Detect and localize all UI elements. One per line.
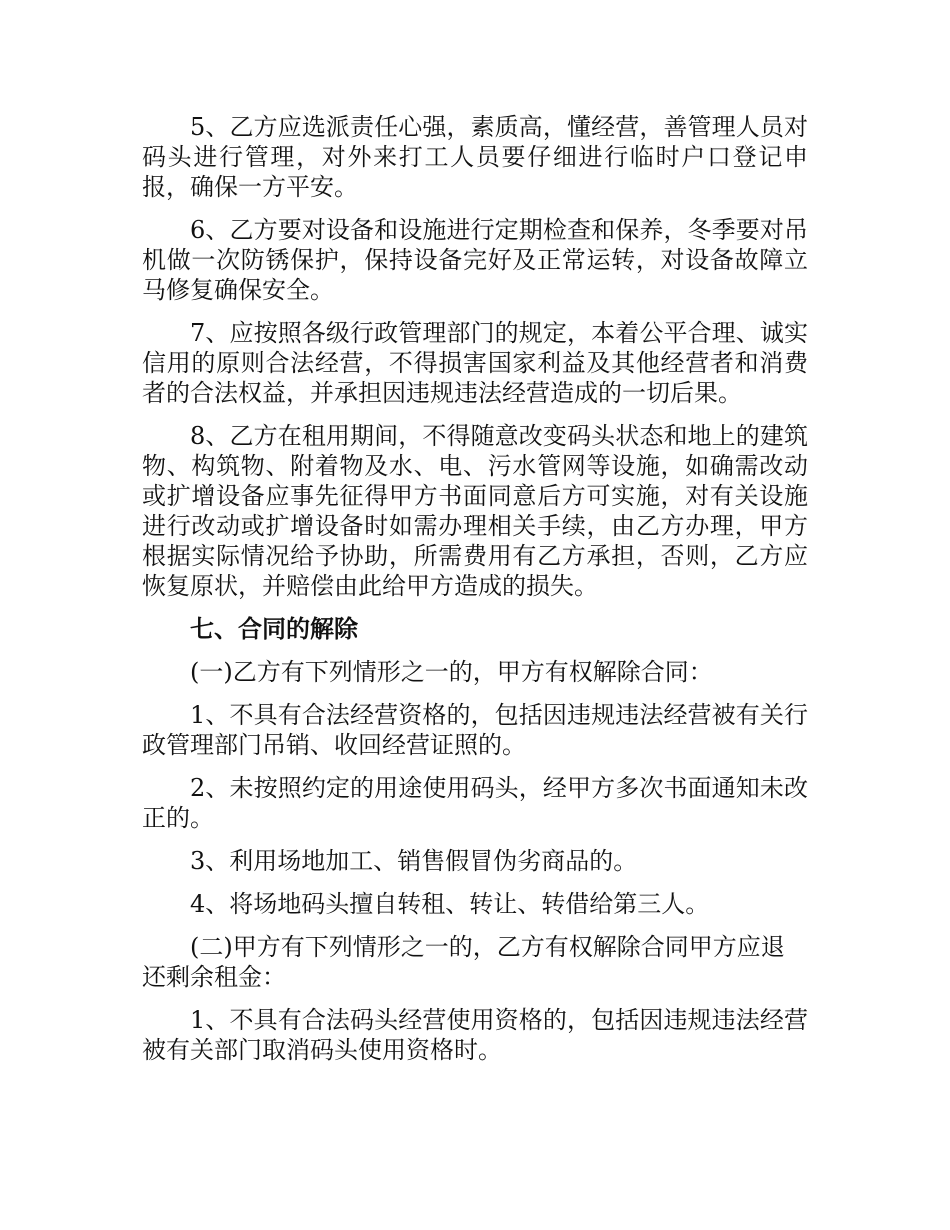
paragraph-termination-item-2: 2、未按照约定的用途使用码头，经甲方多次书面通知未改正的。 [142, 774, 808, 832]
paragraph-clause-5: 5、乙方应选派责任心强，素质高，懂经营，善管理人员对码头进行管理，对外来打工人员要仔细进行临时户口登记申报，确保一方平安。 [142, 113, 808, 201]
paragraph-clause-8: 8、乙方在租用期间，不得随意改变码头状态和地上的建筑物、构筑物、附着物及水、电、污水管网等设施，如确需改动或扩增设备应事先征得甲方书面同意后方可实施，对有关设施进行改动或扩增设备时如需办理相关手续，由乙方办理，甲方根据实际情况给予协助，所需费用有乙方承担，否则，乙方应恢复原状，并赔偿由此给甲方造成的损失。 [142, 422, 808, 600]
paragraph-clause-7: 7、应按照各级行政管理部门的规定，本着公平合理、诚实信用的原则合法经营，不得损害国家利益及其他经营者和消费者的合法权益，并承担因违规违法经营造成的一切后果。 [142, 319, 808, 407]
section-heading-termination: 七、合同的解除 [190, 614, 358, 643]
subsection-party-a-conditions: (二)甲方有下列情形之一的，乙方有权解除合同甲方应退还剩余租金： [142, 933, 785, 991]
paragraph-clause-6: 6、乙方要对设备和设施进行定期检查和保养，冬季要对吊机做一次防锈保护，保持设备完好及正常运转，对设备故障立马修复确保安全。 [142, 216, 808, 304]
paragraph-termination-item-3: 3、利用场地加工、销售假冒伪劣商品的。 [190, 847, 638, 875]
paragraph-termination-item-4: 4、将场地码头擅自转租、转让、转借给第三人。 [190, 890, 710, 918]
paragraph-party-a-item-1: 1、不具有合法码头经营使用资格的，包括因违规违法经营被有关部门取消码头使用资格时。 [142, 1006, 808, 1064]
document-page [142, 112, 808, 1078]
paragraph-termination-item-1: 1、不具有合法经营资格的，包括因违规违法经营被有关行政管理部门吊销、收回经营证照的。 [142, 701, 808, 759]
subsection-party-b-conditions: (一)乙方有下列情形之一的，甲方有权解除合同： [190, 658, 713, 686]
